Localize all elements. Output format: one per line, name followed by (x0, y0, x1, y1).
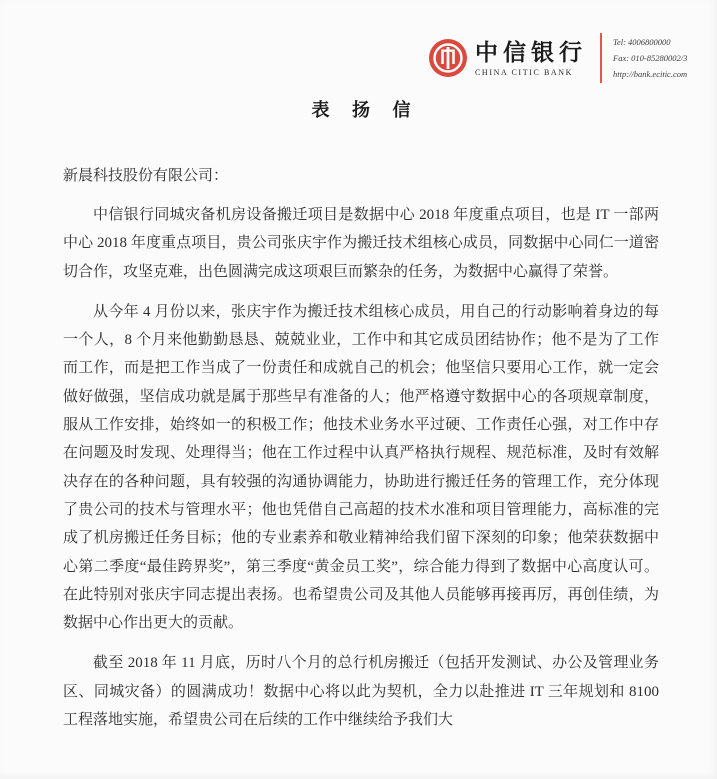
contact-website: http://bank.ecitic.com (613, 69, 688, 79)
salutation: 新晨科技股份有限公司： (63, 168, 229, 184)
citic-logo-icon (428, 38, 468, 78)
letter-title: 表 扬 信 (311, 100, 420, 120)
bank-name-en: CHINA CITIC BANK (475, 67, 574, 77)
contact-block (613, 34, 687, 82)
paragraph-2: 从今年 4 月份以来，张庆宇作为搬迁技术组核心成员，用自己的行动影响着身边的每一个人，8 个月来他勤勤恳恳、兢兢业业，工作中和其它成员团结协作；他不是为了工作而工作，而是把工作当成了一份责任和成就自己的机会；他坚信只要用心工作，就一定会做好做强，坚信成功就是属于那些早有准备的人；他严格遵守数据中心的各项规章制度，服从工作安排，始终如一的积极工作；他技术业务水平过硬、工作责任心强，对工作中存在问题及时发现、处理得当；他在工作过程中认真严格执行规程、规范标准，及时有效解决存在的各种问题，具有较强的沟通协调能力，协助进行搬迁任务的管理工作，充分体现了贵公司的技术与管理水平；他也凭借自己高超的技术水准和项目管理能力，高标准的完成了机房搬迁任务目标；他的专业素养和敬业精神给我们留下深刻的印象；他荣获数据中心第二季度“最佳跨界奖”，第三季度“黄金员工奖”，综合能力得到了数据中心高度认可。 在此特别对张庆宇同志提出表扬。也希望贵公司及其他人员能够再接再厉，再创佳绩，为数据中心作出更大的贡献。 (63, 303, 659, 632)
bank-name-block (475, 40, 587, 77)
contact-tel: Tel: 4006800000 (613, 37, 671, 47)
paragraph-3: 截至 2018 年 11 月底，历时八个月的总行机房搬迁（包括开发测试、办公及管理业务区、同城灾备）的圆满成功！数据中心将以此为契机，全力以赴推进 IT 三年规划和 8100 工程落地实施，希望贵公司在后续的工作中继续给予我们大 (63, 655, 659, 729)
letterhead (428, 33, 687, 83)
paragraph-1: 中信银行同城灾备机房设备搬迁项目是数据中心 2018 年度重点项目，也是 IT 一部两中心 2018 年度重点项目，贵公司张庆宇作为搬迁技术组核心成员，同数据中心同仁一道密切合作，攻坚克难，出色圆满完成这项艰巨而繁杂的任务，为数据中心赢得了荣誉。 (63, 207, 659, 280)
letter-content (63, 96, 659, 734)
bank-name-zh: 中信银行 (475, 39, 587, 65)
contact-fax: Fax: 010-85280002/3 (613, 53, 688, 63)
letterhead-divider (600, 33, 602, 83)
